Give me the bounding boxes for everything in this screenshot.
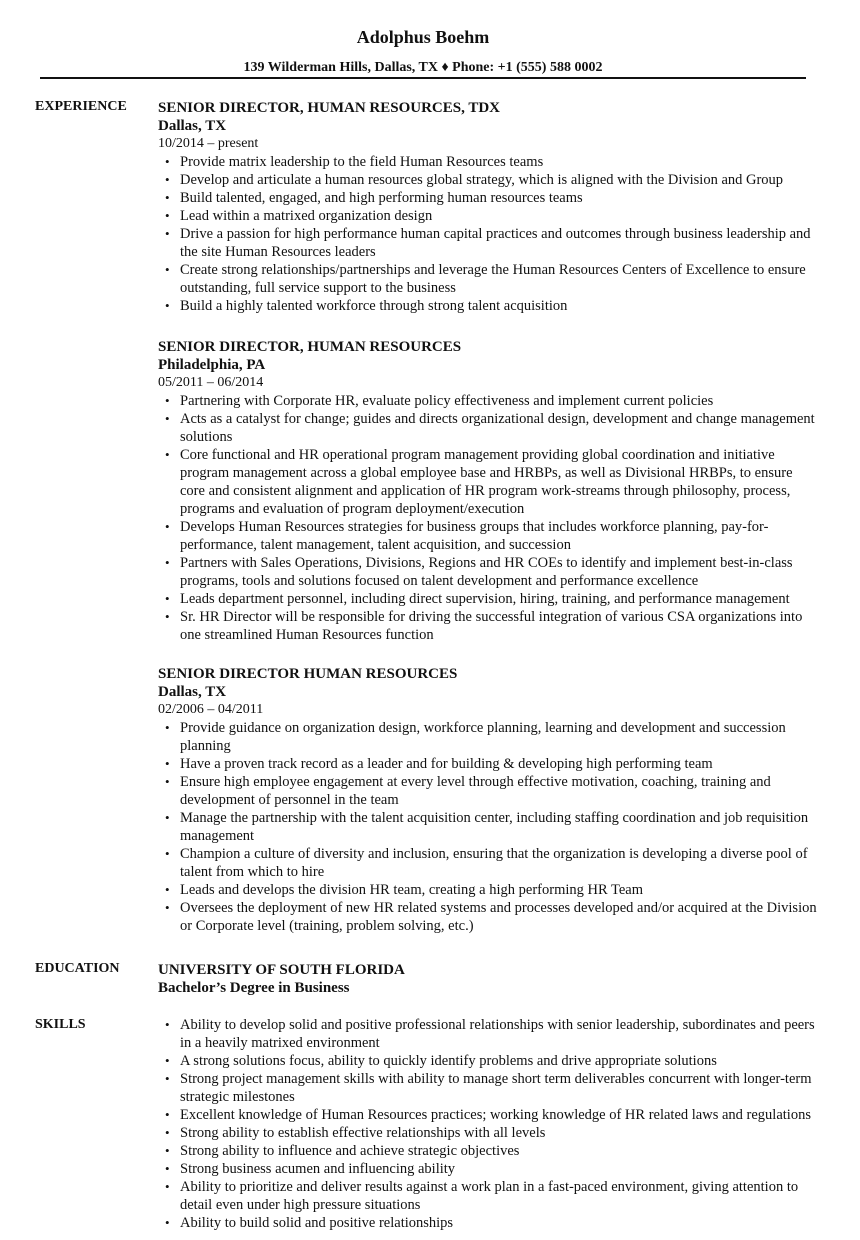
- job-bullets: [158, 719, 818, 935]
- list-item: • Provide guidance on organization design, workforce planning, learning and development and succession planning: [158, 719, 818, 755]
- job-location: Dallas, TX: [158, 684, 227, 700]
- list-item: • Strong project management skills with ability to manage short term deliverables concurrent with longer-term strategic milestones: [158, 1070, 818, 1106]
- skills-list: [158, 1016, 818, 1232]
- job-title: SENIOR DIRECTOR, HUMAN RESOURCES: [158, 339, 462, 355]
- list-item: • Create strong relationships/partnerships and leverage the Human Resources Centers of Excellence to ensure outstanding, full service support to the business: [158, 261, 818, 297]
- list-item: • Drive a passion for high performance human capital practices and outcomes through business leadership and the site Human Resources leaders: [158, 225, 818, 261]
- job-dates: 05/2011 – 06/2014: [158, 375, 264, 390]
- list-item: • Leads and develops the division HR team, creating a high performing HR Team: [158, 881, 818, 899]
- list-item: • Excellent knowledge of Human Resources practices; working knowledge of HR related laws and regulations: [158, 1106, 818, 1124]
- resume-contact: 139 Wilderman Hills, Dallas, TX ♦ Phone: +1 (555) 588 0002: [243, 60, 603, 75]
- list-item: • Build a highly talented workforce through strong talent acquisition: [158, 297, 818, 315]
- list-item: • Oversees the deployment of new HR related systems and processes developed and/or acquired at the Division or Corporate level (training, problem solving, etc.): [158, 899, 818, 935]
- job-3: [158, 665, 818, 935]
- experience-label: EXPERIENCE: [35, 99, 127, 114]
- list-item: • Ensure high employee engagement at every level through effective motivation, coaching, training and development of personnel in the team: [158, 773, 818, 809]
- job-dates: 02/2006 – 04/2011: [158, 702, 264, 717]
- education-block: [158, 961, 818, 997]
- list-item: • Strong business acumen and influencing ability: [158, 1160, 818, 1178]
- job-location: Philadelphia, PA: [158, 357, 266, 373]
- job-title: SENIOR DIRECTOR HUMAN RESOURCES: [158, 666, 458, 682]
- list-item: • A strong solutions focus, ability to quickly identify problems and drive appropriate solutions: [158, 1052, 818, 1070]
- job-location: Dallas, TX: [158, 118, 227, 134]
- list-item: • Core functional and HR operational program management providing global coordination and initiative program management across a global employee base and HRBPs, as well as Divisional HRBPs, to ensure core and consistent alignment and application of HR program work-streams through philosophy, process, programs and evaluation of program deployment/execution: [158, 446, 818, 518]
- list-item: • Build talented, engaged, and high performing human resources teams: [158, 189, 818, 207]
- resume-name: Adolphus Boehm: [356, 27, 490, 47]
- list-item: • Develops Human Resources strategies for business groups that includes workforce planning, pay-for-performance, talent management, talent acquisition, and succession: [158, 518, 818, 554]
- list-item: • Partners with Sales Operations, Divisions, Regions and HR COEs to identify and implement best-in-class programs, tools and solutions focused on talent development and performance excellence: [158, 554, 818, 590]
- school-name: UNIVERSITY OF SOUTH FLORIDA: [158, 962, 405, 978]
- skills-label: SKILLS: [35, 1017, 86, 1032]
- list-item: • Partnering with Corporate HR, evaluate policy effectiveness and implement current policies: [158, 392, 818, 410]
- job-2: [158, 338, 818, 644]
- list-item: • Champion a culture of diversity and inclusion, ensuring that the organization is developing a diverse pool of talent from which to hire: [158, 845, 818, 881]
- skills-block: [158, 1016, 818, 1232]
- list-item: • Strong ability to influence and achieve strategic objectives: [158, 1142, 818, 1160]
- job-title: SENIOR DIRECTOR, HUMAN RESOURCES, TDX: [158, 100, 501, 116]
- list-item: • Have a proven track record as a leader and for building & developing high performing team: [158, 755, 818, 773]
- list-item: • Leads department personnel, including direct supervision, hiring, training, and performance management: [158, 590, 818, 608]
- list-item: • Ability to prioritize and deliver results against a work plan in a fast-paced environment, giving attention to detail even under high pressure situations: [158, 1178, 818, 1214]
- job-bullets: [158, 153, 818, 315]
- list-item: • Develop and articulate a human resources global strategy, which is aligned with the Division and Group: [158, 171, 818, 189]
- job-bullets: [158, 392, 818, 644]
- list-item: • Provide matrix leadership to the field Human Resources teams: [158, 153, 818, 171]
- job-1: [158, 99, 818, 315]
- list-item: • Lead within a matrixed organization design: [158, 207, 818, 225]
- list-item: • Manage the partnership with the talent acquisition center, including staffing coordination and job requisition management: [158, 809, 818, 845]
- header-rule: [40, 77, 806, 79]
- list-item: • Ability to develop solid and positive professional relationships with senior leadership, subordinates and peers in a heavily matrixed environment: [158, 1016, 818, 1052]
- degree: Bachelor’s Degree in Business: [158, 980, 350, 996]
- list-item: • Acts as a catalyst for change; guides and directs organizational design, development and change management solutions: [158, 410, 818, 446]
- list-item: • Strong ability to establish effective relationships with all levels: [158, 1124, 818, 1142]
- job-dates: 10/2014 – present: [158, 136, 259, 151]
- education-label: EDUCATION: [35, 961, 120, 976]
- list-item: • Ability to build solid and positive relationships: [158, 1214, 818, 1232]
- list-item: • Sr. HR Director will be responsible for driving the successful integration of various CSA organizations into one streamlined Human Resources function: [158, 608, 818, 644]
